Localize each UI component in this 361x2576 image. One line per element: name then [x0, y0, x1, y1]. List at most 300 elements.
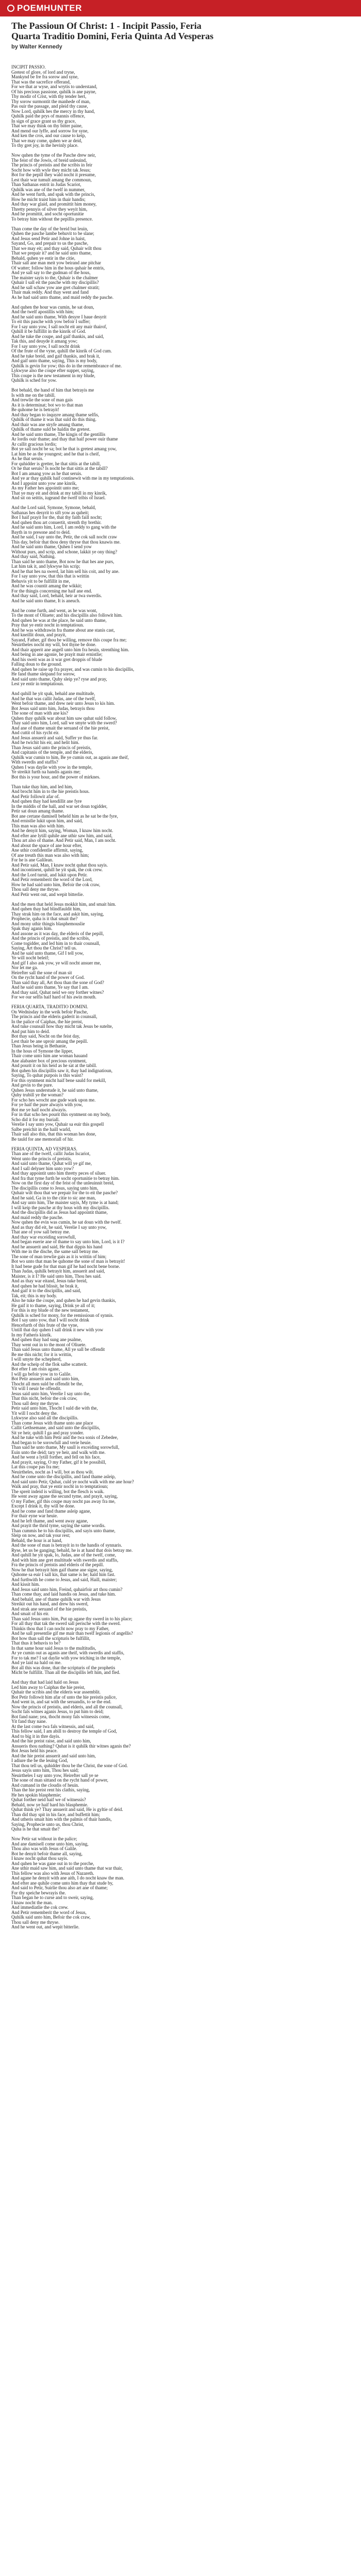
poem-line: As he had said unto thame, and maid reddy the pasche.	[11, 294, 113, 300]
poem-line: And he sall presentlie gif me mair than twelf legionis of angellis?	[11, 1631, 133, 1636]
poem-line: And the scheip of the flok salbe scatterit.	[11, 1361, 88, 1367]
poem-line: Lest thair war tumult amang the commoun,	[11, 177, 92, 182]
poem-line: Nor let me ga.	[11, 965, 38, 970]
poem-line: Went unto the princis of preistis,	[11, 1156, 72, 1161]
poem-line: INCIPIT PASSIO.	[11, 64, 46, 70]
poem-line: Yit fand thay nane.	[11, 1719, 47, 1724]
poem-line: And thay said, Quhat neid we ony forther witnes?	[11, 989, 104, 995]
poem-line: I will keip the pasche at thy hous with my discipillis.	[11, 1205, 110, 1210]
poem-line: And capitanis of the temple, and the elderis,	[11, 750, 93, 755]
poem-line: The princis of preistis and the scribis in feir	[11, 162, 92, 167]
poem-line: Bot ane certane damisell beheld him as he sat be the fyre,	[11, 813, 118, 819]
poem-line: Pas ouir the passage, and pleid thy cause,	[11, 104, 88, 109]
poem-line: Is with me on the tabill.	[11, 392, 56, 398]
site-logo[interactable]	[7, 3, 82, 13]
poem-line: Thou art also of thame. And Petir said, Man, I am nocht.	[11, 838, 117, 843]
poem-line: And he was countit amang the wikkit;	[11, 583, 82, 588]
poem-line: Quhilk is sched for yow.	[11, 378, 57, 383]
poem-line: Now he that betrayit him gaif thame ane signe, saying,	[11, 1567, 113, 1572]
poem-line: And said to Petir, Suirlie thou also art ane of thame;	[11, 1885, 108, 1890]
poem-line: Socht fals witnes aganis Jesus, to put him to deid;	[11, 1709, 104, 1714]
poem-line: Quhen Jesus understude it, he said unto thame,	[11, 1087, 99, 1093]
poem-title-line: The Passioun Of Christ: 1 - Incipit Passio, Feria	[11, 21, 202, 31]
poem-line: And brocht him in to the hie preistis hous.	[11, 789, 90, 794]
poem-line: For all thay that tak the swerd sall perische with the swerd.	[11, 1621, 121, 1626]
poem-line: And prayit, saying, O my Father, gif it be possibill,	[11, 1459, 106, 1465]
poem-line: Thay strak him on the face, and askit him, saying,	[11, 911, 104, 917]
poem-line: Thair sall also this, that this woman hes done,	[11, 1131, 96, 1137]
poem-line: And he come unto the discipillis, and fand thame asleip,	[11, 1474, 116, 1479]
poem-line: And he said unto thame, Quhen I send yow	[11, 544, 92, 549]
poem-line: Micht be fulfillit. Than all the discipillis left him, and fled.	[11, 1670, 121, 1675]
poem-line: And say unto him, The maister sayis, My tyme is at hand;	[11, 1200, 119, 1205]
poem-line: Than said Jesus unto him, Put up agane thy swerd in to his place;	[11, 1616, 133, 1621]
poem-line: This coupe is the new testament in my blude,	[11, 372, 95, 378]
poem-line: Than Jesus said unto the princis of preistis,	[11, 744, 91, 750]
poem-line: And utheris smait him with the palmis of thair handis,	[11, 1817, 112, 1822]
poem-line: And said unto thame, Quhy sleip ye? ryse and pray,	[11, 676, 107, 682]
poem-line: Than the hie preist rent his clathis, saying,	[11, 1787, 90, 1792]
poem-line: And ken the cros, and our cause to keip,	[11, 133, 86, 138]
poem-line: As he that seruis.	[11, 456, 43, 461]
poem-line: And he said unto him, Lord, I am reddy to gang with the	[11, 524, 117, 530]
poem-line: Of watter; follow him in the hous quhair he entris,	[11, 265, 105, 270]
poem-line: Without purs, and scrip, and schone, lakkit ye ony thing?	[11, 549, 118, 554]
poem-line: And Petir said, Man, I knaw nocht quhat thou sayis.	[11, 862, 108, 868]
poem-line: And smait of his eir.	[11, 1611, 50, 1616]
poem-line: Untill that day quhen I sall drink it new with yow	[11, 1327, 103, 1332]
poem-line: The sone of man trewlie gais as it is writtin of him;	[11, 1253, 107, 1259]
poem-line: And quhen thay had blindfauldit him,	[11, 906, 81, 911]
poem-line: In the palice of Caiphas, the hie preist,	[11, 1019, 83, 1024]
poem-line: And gevin to the pure.	[11, 1082, 53, 1088]
poem-line: Spak thay aganis him.	[11, 926, 53, 931]
poem-line: And with him ane gret multitude with swerdis and staffis,	[11, 1557, 119, 1563]
poem-line: Lat him be as the youngest; and he that is cheif,	[11, 451, 100, 456]
poem-line: And he come and fand thame asleip agane,	[11, 1508, 91, 1514]
poem-line: Thay said unto him, Lord, sall we smyte with the swerd?	[11, 720, 117, 725]
poem-line: And thair apperit ane angell unto him fra heuin, strenthing him.	[11, 647, 129, 652]
poem-line: And he went a lytill forther, and fell on his face,	[11, 1454, 101, 1460]
poem-line: Bot he denyit befoir thame all, saying,	[11, 1851, 83, 1856]
poem-line: Bot Petir followit him afar of unto the hie preistis palice,	[11, 1694, 117, 1700]
poem-line: Bot me ye haif nocht alwayis.	[11, 1107, 67, 1112]
poem-line: And to big it in thre dayis.	[11, 1733, 60, 1739]
poem-line: Ane alabaster box of precious oyntment,	[11, 1058, 87, 1063]
poem-line: And I appoint unto yow ane kinrik,	[11, 480, 77, 486]
poem-line: Lykwyse also said all the discipillis.	[11, 1415, 78, 1420]
poem-line: And agane he denyit with ane aith, I do nocht knaw the man.	[11, 1875, 124, 1880]
poem-line: And said unto thame, Quhat will ye gif me,	[11, 1161, 92, 1166]
poem-line: This fellow said, I am abill to destroy the temple of God,	[11, 1728, 117, 1734]
poem-line: For we that ar wyse, and wrytis to understand,	[11, 84, 97, 89]
poem-line: Behald, the hour is at hand,	[11, 1537, 62, 1543]
poem-line: Neuirtheles, nocht as I will, bot as thou wilt.	[11, 1469, 94, 1475]
poem-line: That thou tell us, quhidder thou be the Christ, the sone of God.	[11, 1762, 128, 1768]
poem-line: Bot ye sall nocht be sa; bot he that is gretest amang yow,	[11, 446, 117, 451]
poem-line: And sit on seittis, iugeand the twelf tribis of Israel.	[11, 495, 106, 500]
poem-line: I knaw nocht the man.	[11, 1900, 53, 1905]
poem-line: Callit Gethsemane, and said unto the discipillis,	[11, 1425, 100, 1430]
poem-body	[11, 65, 350, 1930]
poem-line: At the last come twa fals witnessis, and said,	[11, 1723, 94, 1729]
poem-line: Behuvis yit to be fulfillit in me,	[11, 578, 70, 584]
poem-line: And he sall schaw yow ane gret chalmer stratit;	[11, 284, 100, 290]
poem-line: And thay began to inquyre amang thame selfis,	[11, 412, 99, 417]
poem-line: The maister sayis to the, Quhair is the chalmer	[11, 275, 98, 280]
site-header	[0, 0, 361, 16]
poem-line: For he is ane Galilean.	[11, 857, 54, 862]
poem-title-line: Quarta Traditio Domini, Feria Quinta Ad Vesperas	[11, 31, 214, 41]
poem-line: Salbe preichit in the haill warld,	[11, 1126, 71, 1132]
poem-line: Now quhen the tyme of the Pasche drew neir,	[11, 152, 96, 158]
poem-line: And incontinent, quhill he yit spak, the cok crew.	[11, 867, 103, 872]
poem-line: And quhen he had blissit, he brak it,	[11, 1283, 79, 1289]
poem-line: Come togidder, and led him in to thair counsall,	[11, 940, 101, 946]
poem-line: And he tuke the coupe, and gaif thankis, and said,	[11, 333, 104, 339]
poem-line: And he was withdrawin fra thame about ane stanis cast,	[11, 627, 115, 633]
poem-line: Quhair wilt thou that we prepair for the to eit the pasche?	[11, 1190, 118, 1195]
poem-line: Sayand, Father, gif thou be willing, remove this coupe fra me;	[11, 637, 127, 642]
poem-line: And he promittit, and socht oportunitie	[11, 211, 84, 216]
author-prefix: by	[11, 44, 20, 50]
poem-line: And ane damisell come unto him, saying,	[11, 1841, 89, 1846]
poem-line: For this oyntment micht haif bene sauld for mekill,	[11, 1077, 106, 1083]
poem-line: For I say unto yow, that this that is writtin	[11, 573, 89, 579]
poem-line: And he said unto thame, It is aneuch.	[11, 598, 80, 603]
poem-line: And as thay war eitand, Jesus tuke breid,	[11, 1278, 88, 1283]
poem-line: Quhilk paid the prys of mannis offence,	[11, 113, 86, 118]
poem-line: Thou sall deny me thryse.	[11, 887, 60, 892]
poem-line: And ye sall say to the gudman of the hous,	[11, 270, 91, 275]
poem-line: How he had said unto him, Befoir the cok craw,	[11, 882, 101, 887]
poem-line: And he denyit him, saying, Woman, I knaw him nocht.	[11, 828, 113, 833]
poem-line: Scho did it for my buriall.	[11, 1116, 60, 1122]
poem-line: And the Lord turnit, and lukit upon Petir.	[11, 872, 88, 877]
poem-line: Lest ye entir in temptatioun.	[11, 681, 64, 686]
poem-line: And he that hes na swerd, lat him sell his coit, and by ane.	[11, 568, 120, 574]
poem-line: Quhair the scribis and the elderis war assemblit.	[11, 1689, 101, 1694]
poem-line: I will ga befoir yow in to Galile.	[11, 1371, 72, 1377]
poem-line: And Jesus said unto him, Freind, quhairfoir art thou cumin?	[11, 1586, 123, 1592]
poem-line: Bot quhen his discipillis saw it, thay had indignatioun,	[11, 1067, 112, 1073]
poem-line: For we our selfis haif hard of his awin mouth.	[11, 994, 96, 999]
poem-line: And the hie preist ansuerit and said unto him,	[11, 1753, 96, 1758]
poem-line: Ye streikit furth na handis aganis me;	[11, 769, 81, 774]
poem-line: That we prepair it? and he said unto thame,	[11, 250, 92, 256]
poem-line: And fra that tyme furth he socht oportunitie to betray him.	[11, 1175, 120, 1181]
poem-line: How he micht traist him in thair handis;	[11, 196, 86, 202]
poem-line: Quhen I was daylie with yow in the temple,	[11, 764, 93, 770]
poem-line: Bot all this was done, that the scripturis of the prophetis	[11, 1665, 116, 1670]
poem-line: Quhat forther neid haif we of witnessis?	[11, 1797, 86, 1802]
poem-line: As it is determinat; bot wo to that man	[11, 402, 83, 408]
poem-line: And the sone of man is betrayit in to the handis of synnaris.	[11, 1543, 122, 1548]
poem-line: And thay appointit unto him thretty peces of siluer.	[11, 1171, 106, 1176]
poem-line: I will smyte the schepherd,	[11, 1357, 62, 1362]
poem-line: And the princis of preistis, and the scribis,	[11, 936, 90, 941]
poem-line: To eit this pasche with yow befoir I suffer;	[11, 319, 91, 324]
poem-line: Of the frute of the vyne, quhill the kinrik of God cum.	[11, 348, 112, 353]
poem-line: He fand thame sleipand for sorow,	[11, 671, 75, 676]
poem-line: Hencefurth of this frute of the vyne,	[11, 1322, 78, 1328]
poem-line: And cuttit of his rycht eir.	[11, 730, 59, 735]
poem-line: Than come the day of the breid but leuin,	[11, 226, 88, 231]
poem-line: I adiure the be the leuing God,	[11, 1758, 68, 1763]
poem-line: Sleip on now, and tak your rest;	[11, 1533, 71, 1538]
poem-line: And quhen thou art conuertit, strenth thy brethir.	[11, 519, 102, 525]
poem-line: On Wednisday in the weik befoir Pasche,	[11, 1009, 88, 1014]
poem-line: And thay war exceiding sorowfull,	[11, 1234, 76, 1240]
poem-line: For scho hes wrocht ane gude wark upon me.	[11, 1097, 96, 1103]
poem-line: And began to be sorowfull and verie heuie.	[11, 1439, 92, 1445]
poem-line: Bot how than sall the scripturis be fulfillit,	[11, 1635, 90, 1641]
poem-line: In the hous of Symone the lipper,	[11, 1048, 73, 1054]
poem-line: Bot wo unto that man be quhome the sone of man is betrayit!	[11, 1259, 125, 1264]
poem-line: And quhen thay had sung ane psalme,	[11, 1337, 82, 1342]
poem-line: Than said Jesus unto thame, All ye sall be offendit	[11, 1347, 105, 1352]
poem-line: Bot for the pepill they wald nocht it presume,	[11, 172, 96, 177]
poem-line: With me in the dische, the same sall betray me.	[11, 1249, 99, 1254]
poem-line: Sathanas hes desyrit to sift yow as quheit;	[11, 510, 89, 515]
poem-line: O my Father, gif this coupe may nocht pas away fra me,	[11, 1498, 116, 1504]
poem-line: And the Lord said, Symone, Symone, behald,	[11, 505, 96, 510]
poem-line: Bot I haif prayit for the, that thy faith faill nocht;	[11, 515, 102, 520]
poem-line: That ye may eit and drink at my tabill in my kinrik,	[11, 490, 107, 496]
poem-line: And gif I also ask yow, ye will nocht ansuer me,	[11, 960, 101, 965]
poem-line: Streikit out his hand, and drew his swerd,	[11, 1601, 89, 1606]
poem-line: To thy gret joy, in the hevinly place.	[11, 143, 79, 148]
poem-line: Than cummis he to his discipillis, and sayis unto thame,	[11, 1528, 116, 1533]
poem-line: And pourit it on his heid as he sat at the tabill.	[11, 1063, 97, 1068]
poem-line: Bot I say unto yow, that I will nocht drink	[11, 1317, 89, 1323]
poem-line: Led him away to Caiphas the hie preist,	[11, 1684, 85, 1690]
poem-line: Thair sall ane man meit yow beirand ane pitchar	[11, 260, 101, 265]
poem-line: I knaw nocht quhat thou sayis.	[11, 1856, 68, 1861]
poem-line: And he said unto thame, Ye say that I am.	[11, 985, 89, 990]
poem-author	[11, 43, 350, 50]
poem-line: Thy sorow surmontit the manhede of man,	[11, 98, 91, 104]
poem-line: Bot Petir ansuerit and said unto him,	[11, 1376, 79, 1381]
poem-line: And the men that held Jesus mokkit him, and smait him.	[11, 901, 116, 907]
poem-line: And Petir went out, and wepit bitterlie.	[11, 891, 84, 897]
poem-line: And he said, I say unto the, Petir, the cok sall nocht craw	[11, 534, 117, 539]
poem-line: Thou also was with Jesus of Galile.	[11, 1846, 77, 1851]
poem-line: This man was also with him.	[11, 823, 65, 828]
logo-text: POEMHUNTER	[17, 3, 82, 13]
poem-line: Neuirtheles nocht my will, bot thyne be done.	[11, 642, 96, 647]
poem-line: In sign of grace grant us thy grace,	[11, 118, 76, 124]
poem-line: And I sall delyuer him unto yow?	[11, 1165, 74, 1171]
poem-line: Falling doun to the ground.	[11, 662, 62, 667]
poem-line: Thair mak reddy. And thay went and fand	[11, 290, 89, 295]
poem-line: And being in ane agonie, he prayit mair ernistlie;	[11, 652, 103, 657]
poem-line: Fra the princis of preistis and elderis of the pepill.	[11, 1562, 104, 1567]
poem-line: Tak this, and deuyde it amang yow;	[11, 338, 78, 344]
poem-line: And quhen he raise up fra prayer, and was cumin to his discipillis,	[11, 666, 135, 672]
poem-line: And immediatlie the cok crew.	[11, 1905, 69, 1910]
poem-line: Ar lordis ouir thame; and thay that haif power ouir thame	[11, 436, 118, 442]
poem-line: That we may think on thy bitter paine,	[11, 123, 83, 128]
poem-line: Gretest of glore, of lord and tryne,	[11, 69, 75, 75]
poem-line: And cumand in the cloudis of heuin.	[11, 1782, 79, 1788]
poem-line: Than come Jesus with thame unto ane place	[11, 1420, 93, 1426]
poem-line: Verelie I say unto yow, Quhair sa euir this gospell	[11, 1122, 104, 1127]
poem-line: That we may come, quhen we ar deid,	[11, 138, 83, 143]
author-link[interactable]: Walter Kennedy	[19, 44, 62, 50]
poem-line: It had bene gude for that man gif he had nocht bene borne.	[11, 1263, 120, 1269]
poem-line: And ye laid na hald on me.	[11, 1660, 62, 1665]
poem-line: And he said unto thame, The kingis of the gentillis	[11, 431, 106, 437]
poem-line: And ye ar thay quhilk haif continewit with me in my temptationis.	[11, 476, 135, 481]
poem-line: And kissit him.	[11, 1582, 40, 1587]
poem-line: Quhome sa euir I sall kis, that same is he; hald him fast.	[11, 1572, 116, 1577]
poem-line: And quhill he yit spak, behald ane multitude,	[11, 691, 95, 696]
poem-line: Socht how with wyle they micht tak Jesus;	[11, 167, 91, 173]
poem-line: Thretty pennyis of silver they weyit him,	[11, 206, 88, 212]
poem-line: Quhilk is sched for mony, for the remissioun of synnis.	[11, 1312, 114, 1318]
poem-line: And thay said, Lord, behald, heir ar twa swerdis.	[11, 593, 102, 598]
poem-line: This fellow was also with Jesus of Nazareth.	[11, 1870, 94, 1876]
poem-line: Thinkis thou that I can nocht now pray to my Father,	[11, 1625, 109, 1631]
poem-line: Sayand, Go, and prepair to us the pasche,	[11, 241, 88, 246]
poem-line: Petir said unto him, Thocht I suld die with the,	[11, 1405, 98, 1411]
poem-line: Quhilk said unto him, Befoir the cok craw,	[11, 1914, 91, 1920]
poem-line: And assone as it was day, the elderis of the pepill,	[11, 930, 104, 936]
poem-line: And said unto Petir, Quhat, culd ye nocht walk with me ane hour?	[11, 1479, 134, 1484]
poem-line: Quhilk of thame it was that suld do this thing.	[11, 417, 96, 422]
poem-line: For in that scho hes pourit this oyntment on my body,	[11, 1112, 111, 1117]
poem-line: The sone of man with ane kis?	[11, 710, 68, 716]
poem-line: And behald, ane of thame quhilk war with Jesus	[11, 1596, 101, 1602]
poem-line: And kneillit doun, and prayit,	[11, 632, 67, 637]
poem-line: Tak, eit; this is my body.	[11, 1293, 57, 1298]
poem-line: And he said unto thame, Gif I tell yow,	[11, 950, 84, 956]
poem-line: FERIA QUINTA, AD VESPERAS.	[11, 1146, 77, 1151]
poem-line: The spreit indeid is willing, bot the flesch is waik.	[11, 1488, 105, 1494]
poem-line: Thair come unto him ane woman hauand	[11, 1053, 88, 1058]
poem-line: Yit will I neuir be offendit.	[11, 1386, 61, 1391]
poem-line: For the thingis concerning me haif ane end.	[11, 588, 92, 594]
poem-line: And he went furth, and spak with the princis,	[11, 192, 95, 197]
poem-line: To betray him without the pepillis presence.	[11, 216, 93, 222]
poem-line: For thy speiche bewrayis the.	[11, 1890, 66, 1895]
poem-line: And put him to deid.	[11, 1028, 50, 1034]
poem-line: That thus it behuvis to be?	[11, 1640, 61, 1646]
poem-line: Ryse, let us be ganging; behald, he is at hand that dois betray me.	[11, 1547, 133, 1553]
poem-line: Pray that ye entir nocht in temptatioun.	[11, 622, 84, 628]
poem-line: Thou sall deny me thryse.	[11, 1400, 60, 1406]
poem-line: Quhen the pasche lambe behuvit to be slane;	[11, 231, 94, 236]
poem-line: And ane of thame smait the seruand of the hie preist,	[11, 725, 110, 731]
poem-line: Bayth in to presone and to deid.	[11, 529, 71, 535]
poem-line: That ane of yow sall betray me.	[11, 1229, 70, 1234]
poem-line: For to tak me? I sat daylie with yow teiching in the temple,	[11, 1655, 121, 1660]
poem-title	[11, 21, 350, 41]
poem-line: And began euerie ane of thame to say unto him, Lord, is it I?	[11, 1239, 125, 1244]
poem-line: Bot thay said, Nocht on the feist day,	[11, 1033, 80, 1039]
poem-line: And Jesus send Petir and Johne in haist,	[11, 235, 86, 241]
poem-line: And the discipillis did as Jesus had appointit thame,	[11, 1210, 108, 1215]
poem-line: Now quhen the evin was cumin, he sat doun with the twelf.	[11, 1219, 122, 1225]
poem-line: And Petir rememberit the word of Jesus,	[11, 1909, 87, 1915]
poem-line: And quhen the hour was cumin, he sat doun,	[11, 304, 94, 310]
poem-line: And quhen he was at the place, he said unto thame,	[11, 617, 107, 623]
poem-line: And efter ane lytill quhile ane uthir saw him, and said,	[11, 833, 112, 838]
poem-line: That was the sacrefice offerand,	[11, 79, 71, 84]
poem-line: The sone of man sittand on the rycht hand of power,	[11, 1777, 108, 1783]
logo-icon	[7, 5, 14, 12]
poem-line: In the middis of the hall, and war set doun togidder,	[11, 803, 108, 809]
poem-line: Quhilk was ane of the twelf in nummer,	[11, 187, 86, 192]
poem-line: For this is my blude of the new testament,	[11, 1308, 90, 1313]
poem-line: Thy modir of Crist, with thy tender hert,	[11, 94, 87, 99]
poem-line: And efter ane quhile come unto him thay that stude by,	[11, 1880, 113, 1886]
poem-line: Quhilk is gevin for yow; this do in the remembrance of me.	[11, 363, 122, 368]
poem-line: And trewlie the sone of man gais	[11, 397, 73, 402]
poem-line: Or he that seruis? Is nocht he that sittis at the tabill?	[11, 466, 108, 471]
poem-line: He hes spokin blasphemie;	[11, 1792, 61, 1798]
poem-line: With swerdis and staffis?	[11, 759, 58, 765]
poem-line: Than ane of the twelf, callit Judas Iscariot,	[11, 1151, 91, 1156]
poem-line: Yit will I nocht deny the.	[11, 1410, 58, 1416]
poem-line: Now Petir sat without in the palice;	[11, 1836, 77, 1841]
poem-line: Bot fand nane; yea, thocht mony fals witnessis come,	[11, 1714, 110, 1719]
poem-line: Quhill it be fulfillit in the kinrik of God.	[11, 329, 86, 334]
poem-line: This day, befoir that thou deny thryse that thou knawis me.	[11, 539, 121, 545]
poem-line: Than tuke thay him, and led him,	[11, 784, 73, 789]
poem-line: And mend our lyffe, and sorrow for syne,	[11, 128, 89, 133]
poem-line: And he that was callit Judas, ane of the twelf,	[11, 696, 96, 701]
poem-line: Behald, now ye haif hard his blasphemie.	[11, 1802, 88, 1807]
poem-line: Than come thay, and laid handis on Jesus, and tuke him.	[11, 1591, 116, 1597]
poem-line: In my Fatheris kinrik.	[11, 1332, 52, 1337]
poem-line: Quhilk war cumin to him, Be ye cumin out, as aganis ane theif,	[11, 754, 129, 760]
poem-line: For I say unto yow, I sall nocht eit any mair thairof,	[11, 324, 107, 329]
poem-line: Now on the first day of the feist of the unleuinnit breid,	[11, 1180, 114, 1185]
poem-line: And Jesus ansuerit and said, Suffer ye thus far.	[11, 735, 99, 740]
poem-line: FERIA QUARTA, TRADITIO DOMINI.	[11, 1004, 88, 1009]
poem-line: Saying, Art thou the Christ? tell us.	[11, 945, 77, 951]
poem-line: And thair was ane stryfe amang thame,	[11, 421, 84, 427]
poem-line: The feist of the Jowis, of breid unleuind,	[11, 157, 87, 163]
poem-line: And Petir followit afar of.	[11, 793, 60, 799]
poem-line: And he ansuerit and said, He that dippis his hand	[11, 1244, 103, 1249]
poem-line: Thocht all men suld be offendit be the,	[11, 1381, 84, 1386]
poem-line: Be tauld for ane memoriall of hir.	[11, 1136, 74, 1142]
poem-line: Ar ye cumin out as aganis ane theif, with swerdis and staffis,	[11, 1650, 125, 1655]
poem-line: And mony uthir thingis blasphemouslie	[11, 921, 85, 926]
poem-line: Ane uthir confidentlie affirmit, saying,	[11, 848, 84, 853]
poem-line: Now the princis of preistis, and elderis, and all the counsall,	[11, 1704, 123, 1709]
poem-line: And maid reddy the pasche.	[11, 1214, 63, 1220]
poem-line: And quhill he yit spak, lo, Judas, ane of the twelf, come,	[11, 1552, 116, 1557]
poem-line: For thair eyne war heuie.	[11, 1513, 58, 1518]
poem-line: He gaif it to thame, saying, Drink ye all of it;	[11, 1302, 95, 1308]
poem-line: Also he tuke the coupe, and quhen he had gevin thankis,	[11, 1298, 116, 1303]
poem-line: Maister, is it I? He said unto him, Thou hes said.	[11, 1273, 102, 1279]
poem-line: And tuke counsall how thay micht tak Jesus be sutelte,	[11, 1024, 113, 1029]
poem-line: Bot efter I am risin agane,	[11, 1366, 60, 1371]
poem-line: And furthwith he come to Jesus, and said, Haill, maister;	[11, 1577, 117, 1582]
poem-line: That we may eit; and thay said, Quhair wilt thou	[11, 245, 102, 251]
poem-line: And ernistlie lukit upon him, and said,	[11, 818, 83, 823]
poem-line: Went befoir thame, and drew neir unto Jesus to kis him.	[11, 701, 115, 706]
poem-line: Than said he unto thame, My saull is exceiding sorowfull,	[11, 1445, 120, 1450]
poem-line: Than Sathanas entrit in Judas Scariot,	[11, 182, 81, 187]
poem-line: And he tuke breid, and gaif thankis, and brak it,	[11, 353, 100, 359]
poem-line: Than Judas, quhilk betrayit him, ansuerit and said,	[11, 1268, 105, 1274]
